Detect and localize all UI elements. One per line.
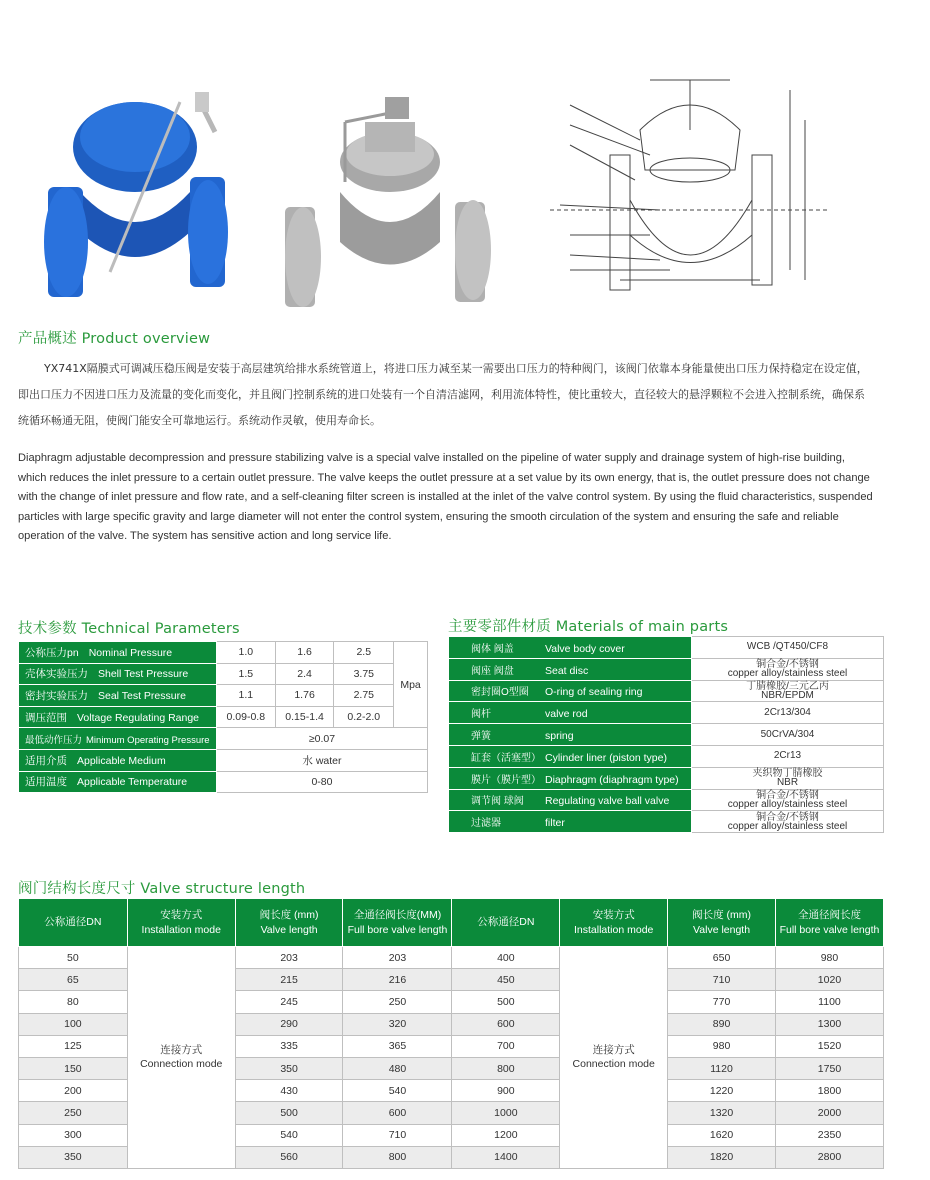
param-label: 公称压力pn Nominal Pressure bbox=[19, 642, 217, 664]
table-row bbox=[449, 680, 884, 702]
table-cell: 890 bbox=[668, 1013, 776, 1035]
table-cell: 2000 bbox=[775, 1102, 883, 1124]
dimensions-table bbox=[18, 898, 884, 1169]
materials-table bbox=[448, 636, 884, 833]
table-cell: 560 bbox=[235, 1146, 343, 1168]
material-part-label: 调节阀 球阀 Regulating valve ball valve bbox=[449, 789, 692, 811]
table-cell: 365 bbox=[343, 1035, 452, 1057]
table-cell: 50 bbox=[19, 947, 128, 969]
table-cell: 1800 bbox=[775, 1080, 883, 1102]
table-cell: 980 bbox=[668, 1035, 776, 1057]
param-value: 1.76 bbox=[275, 685, 334, 707]
material-part-label: 阀体 阀盖 Valve body cover bbox=[449, 637, 692, 659]
param-value: 0.09-0.8 bbox=[216, 706, 275, 728]
table-cell: 1300 bbox=[775, 1013, 883, 1035]
table-cell: 250 bbox=[19, 1102, 128, 1124]
table-cell: 2350 bbox=[775, 1124, 883, 1146]
table-row bbox=[19, 685, 428, 707]
overview-text-cn: YX741X隔膜式可调减压稳压阀是安装于高层建筑给排水系统管道上，将进口压力减至某一需要出口压力的特种阀门，该阀门依靠本身能量使出口压力保持稳定在设定值，即出口压力不因进口压力及流量的变化而变化，并且阀门控制系统的进口处装有一个自清洁滤网，利用流体特性，使比重较大，直径较大的悬浮颗粒不会进入控制系统，确保系统循环畅通无阻，使阀门能安全可靠地运行。系统动作灵敏，使用寿命长。 bbox=[18, 362, 868, 427]
table-cell: 300 bbox=[19, 1124, 128, 1146]
material-part-label: 膜片（膜片型） Diaphragm (diaphragm type) bbox=[449, 767, 692, 789]
table-cell: 1750 bbox=[775, 1057, 883, 1079]
material-part-label: 缸套（活塞型） Cylinder liner (piston type) bbox=[449, 745, 692, 767]
table-cell: 800 bbox=[452, 1057, 560, 1079]
table-cell: 203 bbox=[235, 947, 343, 969]
material-value: WCB /QT450/CF8 bbox=[692, 637, 884, 659]
overview-text-en: Diaphragm adjustable decompression and pressure stabilizing valve is a special valve installed on the pipeline of water supply and drainage system of high-rise building, which reduces the inlet pressure to a certain outlet pressure. The valve keeps the outlet pressure at a set value by its own energy, that is, the outlet pressure does not change with the change of inlet pressure and flow rate, and a self-cleaning filter screen is installed at the inlet of the valve control system. By using the fluid characteristics, suspended particles with large specific gravity and large diameter will not enter the control system, ensuring the smooth circulation of the system and ensuring the safe and reliable operation of the valve. The system has sensitive action and long service life. bbox=[18, 452, 873, 542]
column-header: 阀长度 (mm) Valve length bbox=[235, 899, 343, 947]
overview-title: 产品概述 Product overview bbox=[18, 331, 211, 347]
param-value: 1.1 bbox=[216, 685, 275, 707]
table-cell: 1100 bbox=[775, 991, 883, 1013]
table-cell: 1220 bbox=[668, 1080, 776, 1102]
table-cell: 1120 bbox=[668, 1057, 776, 1079]
table-cell: 700 bbox=[452, 1035, 560, 1057]
install-mode-cell: 连接方式 Connection mode bbox=[127, 947, 235, 1169]
table-cell: 800 bbox=[343, 1146, 452, 1168]
table-cell: 980 bbox=[775, 947, 883, 969]
column-header: 公称通径DN bbox=[19, 899, 128, 947]
table-cell: 900 bbox=[452, 1080, 560, 1102]
param-value: 3.75 bbox=[334, 663, 394, 685]
material-value: 丁腈橡胶/三元乙丙 NBR/EPDM bbox=[692, 680, 884, 702]
table-cell: 500 bbox=[452, 991, 560, 1013]
param-label: 调压范围 Voltage Regulating Range bbox=[19, 706, 217, 728]
param-label: 密封实验压力 Seal Test Pressure bbox=[19, 685, 217, 707]
table-cell: 215 bbox=[235, 969, 343, 991]
param-value: 0.2-2.0 bbox=[334, 706, 394, 728]
table-cell: 1620 bbox=[668, 1124, 776, 1146]
technical-drawing bbox=[540, 60, 840, 300]
param-label: 壳体实验压力 Shell Test Pressure bbox=[19, 663, 217, 685]
param-value: ≥0.07 bbox=[216, 728, 427, 750]
material-value: 2Cr13/304 bbox=[692, 702, 884, 724]
table-row bbox=[449, 658, 884, 680]
column-header: 全通径阀长度 Full bore valve length bbox=[775, 899, 883, 947]
param-value: 2.5 bbox=[334, 642, 394, 664]
table-cell: 710 bbox=[668, 969, 776, 991]
table-cell: 1520 bbox=[775, 1035, 883, 1057]
param-label: 适用介质 Applicable Medium bbox=[19, 749, 217, 771]
param-value: 2.75 bbox=[334, 685, 394, 707]
table-cell: 250 bbox=[343, 991, 452, 1013]
table-row bbox=[449, 811, 884, 833]
table-row bbox=[19, 728, 428, 750]
table-cell: 400 bbox=[452, 947, 560, 969]
table-row bbox=[19, 749, 428, 771]
table-row bbox=[449, 767, 884, 789]
materials-title: 主要零部件材质 Materials of main parts bbox=[448, 619, 729, 635]
param-value: 2.4 bbox=[275, 663, 334, 685]
blue-valve-image bbox=[40, 82, 230, 297]
material-part-label: 密封圈O型圈 O-ring of sealing ring bbox=[449, 680, 692, 702]
table-cell: 770 bbox=[668, 991, 776, 1013]
param-value: 0-80 bbox=[216, 771, 427, 793]
table-cell: 125 bbox=[19, 1035, 128, 1057]
table-cell: 1320 bbox=[668, 1102, 776, 1124]
table-row bbox=[19, 771, 428, 793]
dims-title: 阀门结构长度尺寸 Valve structure length bbox=[18, 881, 306, 897]
param-label: 适用温度 Applicable Temperature bbox=[19, 771, 217, 793]
param-value: 1.5 bbox=[216, 663, 275, 685]
table-row bbox=[449, 745, 884, 767]
table-cell: 350 bbox=[19, 1146, 128, 1168]
table-cell: 290 bbox=[235, 1013, 343, 1035]
table-cell: 1020 bbox=[775, 969, 883, 991]
table-cell: 600 bbox=[343, 1102, 452, 1124]
table-row bbox=[449, 702, 884, 724]
material-part-label: 弹簧 spring bbox=[449, 724, 692, 746]
table-cell: 500 bbox=[235, 1102, 343, 1124]
table-cell: 1000 bbox=[452, 1102, 560, 1124]
material-part-label: 过滤器 filter bbox=[449, 811, 692, 833]
table-cell: 540 bbox=[235, 1124, 343, 1146]
table-row bbox=[19, 706, 428, 728]
table-cell: 450 bbox=[452, 969, 560, 991]
table-cell: 480 bbox=[343, 1057, 452, 1079]
table-row bbox=[19, 947, 884, 969]
table-cell: 320 bbox=[343, 1013, 452, 1035]
table-cell: 80 bbox=[19, 991, 128, 1013]
table-cell: 65 bbox=[19, 969, 128, 991]
column-header: 阀长度 (mm) Valve length bbox=[668, 899, 776, 947]
table-row bbox=[19, 642, 428, 664]
table-cell: 335 bbox=[235, 1035, 343, 1057]
table-cell: 216 bbox=[343, 969, 452, 991]
table-cell: 540 bbox=[343, 1080, 452, 1102]
table-cell: 200 bbox=[19, 1080, 128, 1102]
table-cell: 100 bbox=[19, 1013, 128, 1035]
table-row bbox=[449, 724, 884, 746]
column-header: 安装方式 Installation mode bbox=[127, 899, 235, 947]
table-row bbox=[19, 663, 428, 685]
product-images bbox=[40, 60, 890, 310]
tech-params-table bbox=[18, 641, 428, 793]
unit-cell: Mpa bbox=[394, 642, 428, 728]
material-value: 铜合金/不锈钢 copper alloy/stainless steel bbox=[692, 789, 884, 811]
material-value: 2Cr13 bbox=[692, 745, 884, 767]
table-cell: 150 bbox=[19, 1057, 128, 1079]
steel-valve-image bbox=[285, 92, 495, 312]
table-cell: 600 bbox=[452, 1013, 560, 1035]
param-value: 1.0 bbox=[216, 642, 275, 664]
column-header: 全通径阀长度(MM) Full bore valve length bbox=[343, 899, 452, 947]
install-mode-cell: 连接方式 Connection mode bbox=[560, 947, 668, 1169]
table-cell: 650 bbox=[668, 947, 776, 969]
material-value: 铜合金/不锈钢 copper alloy/stainless steel bbox=[692, 811, 884, 833]
param-value: 水 water bbox=[216, 749, 427, 771]
param-value: 0.15-1.4 bbox=[275, 706, 334, 728]
table-cell: 430 bbox=[235, 1080, 343, 1102]
table-cell: 710 bbox=[343, 1124, 452, 1146]
table-cell: 350 bbox=[235, 1057, 343, 1079]
param-label: 最低动作压力 Minimum Operating Pressure bbox=[19, 728, 217, 750]
table-cell: 2800 bbox=[775, 1146, 883, 1168]
material-value: 夹织物丁腈橡胶 NBR bbox=[692, 767, 884, 789]
table-row bbox=[449, 637, 884, 659]
material-part-label: 阀杆 valve rod bbox=[449, 702, 692, 724]
material-value: 铜合金/不锈钢 copper alloy/stainless steel bbox=[692, 658, 884, 680]
table-row bbox=[449, 789, 884, 811]
tech-title: 技术参数 Technical Parameters bbox=[18, 621, 240, 637]
table-cell: 1400 bbox=[452, 1146, 560, 1168]
table-header-row bbox=[19, 899, 884, 947]
param-value: 1.6 bbox=[275, 642, 334, 664]
table-cell: 245 bbox=[235, 991, 343, 1013]
material-value: 50CrVA/304 bbox=[692, 724, 884, 746]
table-cell: 1200 bbox=[452, 1124, 560, 1146]
material-part-label: 阀座 阀盘 Seat disc bbox=[449, 658, 692, 680]
table-cell: 1820 bbox=[668, 1146, 776, 1168]
column-header: 公称通径DN bbox=[452, 899, 560, 947]
column-header: 安装方式 Installation mode bbox=[560, 899, 668, 947]
table-cell: 203 bbox=[343, 947, 452, 969]
